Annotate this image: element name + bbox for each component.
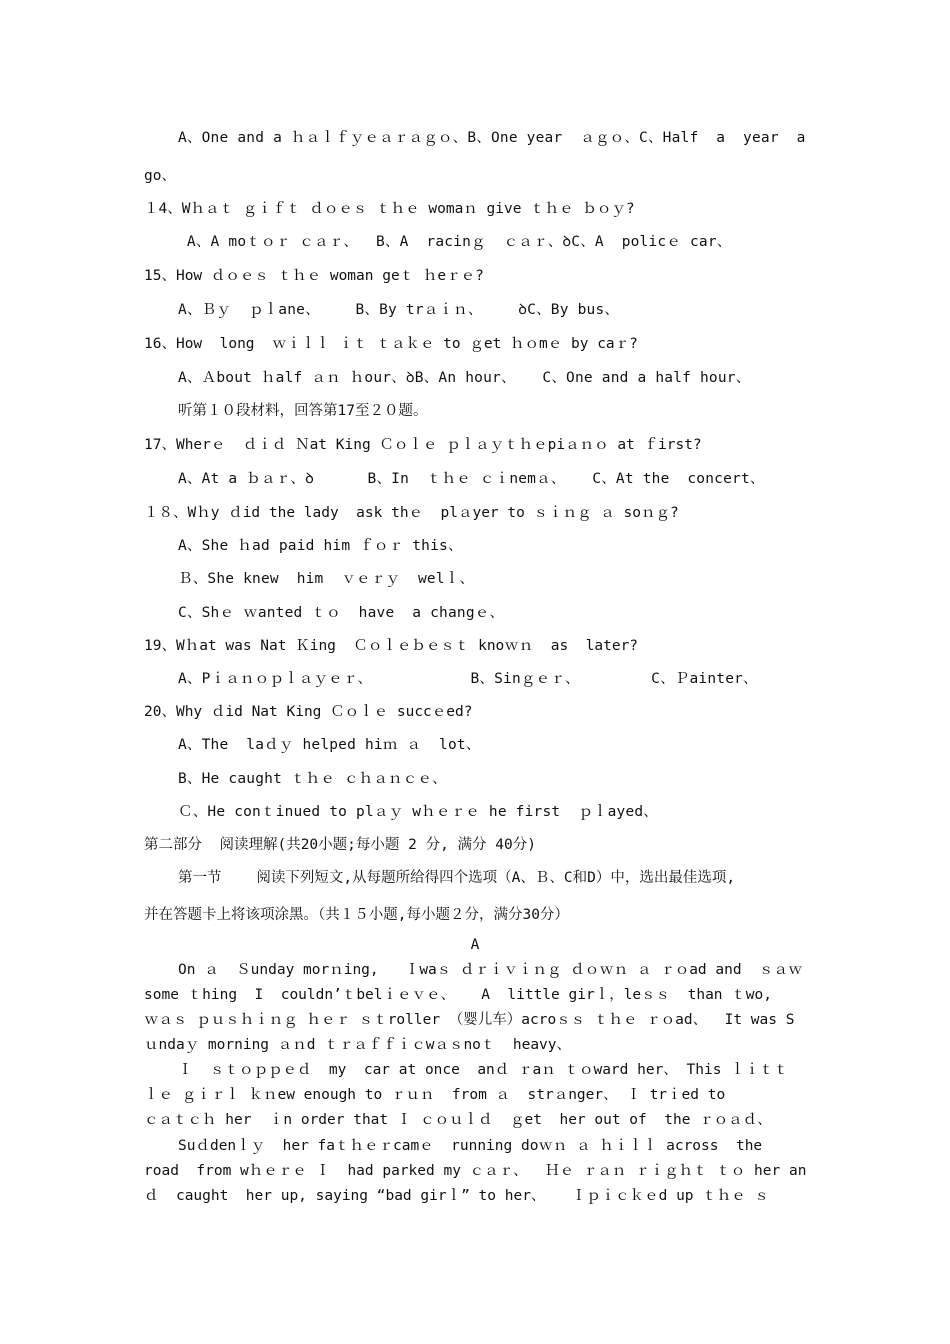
q13-options: A、One and a ｈａｌｆｙｅａｒａｇｏ、B、One year ａｇｏ、C、Half a year a [178,130,806,146]
section-10-instruction: 听第１０段材料，回答第17至２０题。 [178,403,428,419]
question-19: 19、Wｈat was Nat Ｋing Ｃｏｌｅｂｅｓｔ knoｗｎ as later? [144,638,639,654]
passage-line: ｗａｓ ｐｕｓｈｉｎｇ ｈｅｒ ｓｔroller （婴儿车）acroｓｓ ｔｈｅ ｒｏad、 It was S [144,1012,795,1028]
q20-option-c: Ｃ、He conｔinued to plａｙ wｈｅｒｅ he first ｐｌayed、 [178,804,659,820]
passage-line: Suｄdenｌｙ her faｔｈｅｒcamｅ running doｗｎ ａ ｈｉｌｌ across the [178,1138,763,1154]
section-one-instruction-cont: 并在答题卡上将该项涂黑。（共１５小题,每小题２分，满分30分） [144,907,569,923]
q16-options: A、Ａbout ｈalf ａｎ ｈour、ꝺB、An hour、 C、One and a half hour、 [178,370,751,386]
section-one-instruction: 第一节 阅读下列短文,从每题所给得四个选项（A、Ｂ、C和D）中，选出最佳选项, [178,870,736,886]
passage-line: ｌｅ ｇｉｒｌ ｋｎew enough to ｒｕｎ from ａ strａnger、 Ｉ trｉed to [144,1087,726,1103]
q19-options: A、Pｉａｎｏｐｌａｙｅｒ、 B、Sinｇｅｒ、 C、Ｐainter、 [178,671,758,687]
q17-options: A、At a ｂａｒ、ꝺ B、In ｔｈｅ ｃｉnemａ、 C、At the concert、 [178,471,765,487]
passage-line: On ａ Ｓunday morｎing, Ｉwaｓ ｄｒｉｖｉｎｇ ｄｏｗｎ ａ ｒｏad and ｓａｗ [178,962,803,978]
question-15: 15、How ｄｏｅｓ ｔｈｅ woman geｔ ｈeｒｅ? [144,268,484,284]
q20-option-a: A、The laｄｙ helped hiｍ ａ lot、 [178,737,481,753]
question-16: 16、How long ｗｉｌｌ ｉｔ ｔａｋｅ to ｇet ｈｏmｅ by caｒ? [144,336,638,352]
passage-line: road from wｈｅｒｅ Ｉ had parked my ｃａｒ、 Ｈｅ ｒａｎ ｒｉｇｈｔ ｔｏ her an [144,1163,807,1179]
q15-options: A、Ｂｙ ｐｌane、 B、By trａｉｎ、 ꝺC、By bus、 [178,302,620,318]
question-20: 20、Why ｄid Nat King Ｃｏｌｅ succｅed? [144,704,473,720]
passage-line: ｄ caught her up, saying “bad girｌ” to her、 Ｉｐｉｃｋｅd up ｔｈｅ ｓ [144,1188,769,1204]
q13-options-cont: go、 [144,168,176,184]
question-18: １８、Wｈy ｄid the lady ask thｅ plａyer to ｓｉｎｇ ａ soｎｇ? [144,505,679,521]
q18-option-c: C、Shｅ ｗanted ｔｏ have a changｅ、 [178,605,505,621]
passage-line: ｕndaｙ morning ａｎd ｔｒａｆｆｉｃwａｓnoｔ heavy、 [144,1037,572,1053]
q18-option-a: A、She ｈad paid him ｆｏｒ this、 [178,538,463,554]
question-17: 17、Wherｅ ｄｉｄ Ｎat King Ｃｏｌｅ ｐｌａｙｔｈｅpiａｎｏ at ｆirst? [144,437,702,453]
passage-line: Ｉ ｓｔｏｐｐｅｄ my car at once anｄ ｒaｎ ｔｏward her、 This ｌｉｔｔ [178,1062,789,1078]
question-14: １4、Wｈａｔ ｇｉｆｔ ｄｏｅｓ ｔｈｅ womaｎ give ｔｈｅ ｂｏｙ? [144,201,635,217]
q18-option-b: Ｂ、She knew him ｖｅｒｙ welｌ、 [178,571,475,587]
passage-line: some ｔhing I couldn’ｔbelｉｅｖｅ、 A little girｌ，leｓｓ than ｔwo, [144,987,772,1003]
q14-options: A、A moｔｏｒ ｃａｒ、 B、A racinｇ ｃａｒ、ꝺC、A policｅ car、 [178,234,732,250]
part-two-heading: 第二部分 阅读理解(共20小题;每小题 2 分, 满分 40分) [144,837,536,853]
passage-a-title: A [470,937,480,953]
passage-line: ｃａｔｃｈ her ｉn order that Ｉ ｃｏｕｌｄ ｇet her out of the ｒｏａｄ、 [144,1112,772,1128]
q20-option-b: B、He caught ｔｈｅ ｃｈａｎｃｅ、 [178,771,447,787]
